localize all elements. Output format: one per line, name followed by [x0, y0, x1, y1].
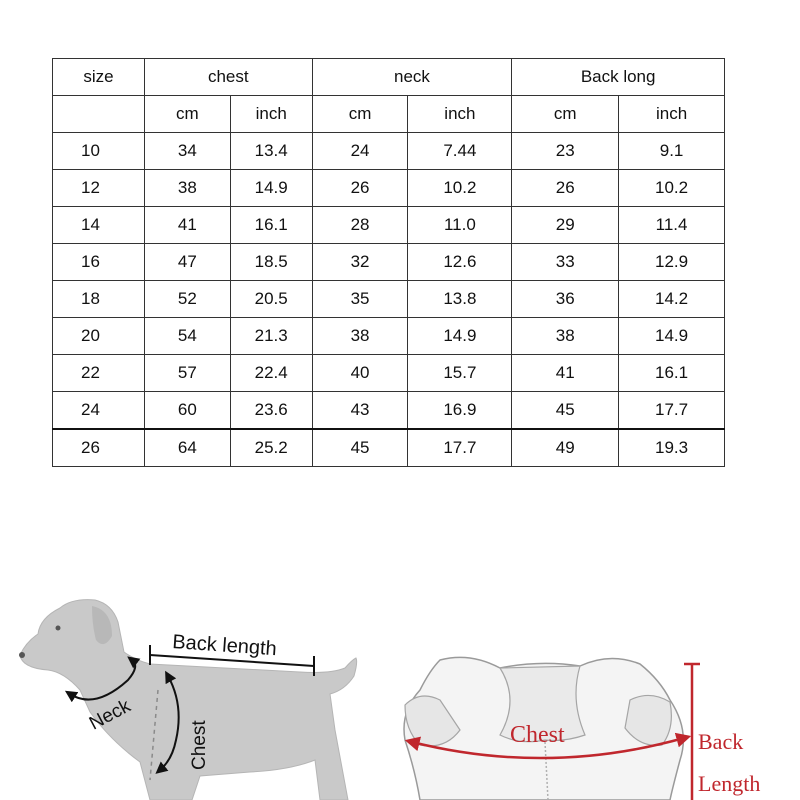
cell-chest-inch: 14.9 — [230, 170, 312, 207]
cell-size: 12 — [53, 170, 145, 207]
cell-back-inch: 12.9 — [619, 244, 725, 281]
cell-neck-inch: 16.9 — [408, 392, 512, 430]
coat-illustration — [404, 657, 760, 800]
table-row — [53, 207, 725, 244]
header-back-long: Back long — [512, 59, 725, 96]
cell-chest-inch: 16.1 — [230, 207, 312, 244]
dog-eye — [56, 626, 61, 631]
unit-back-inch: inch — [619, 96, 725, 133]
cell-size: 18 — [53, 281, 145, 318]
cell-back-inch: 11.4 — [619, 207, 725, 244]
header-size: size — [53, 59, 145, 96]
cell-neck-cm: 38 — [312, 318, 408, 355]
cell-neck-inch: 15.7 — [408, 355, 512, 392]
unit-chest-inch: inch — [230, 96, 312, 133]
cell-back-inch: 10.2 — [619, 170, 725, 207]
coat-length-label: Length — [698, 771, 761, 796]
cell-neck-cm: 28 — [312, 207, 408, 244]
cell-size: 22 — [53, 355, 145, 392]
cell-neck-inch: 7.44 — [408, 133, 512, 170]
table-row — [53, 170, 725, 207]
cell-neck-inch: 13.8 — [408, 281, 512, 318]
table-row — [53, 392, 725, 430]
cell-back-inch: 14.2 — [619, 281, 725, 318]
units-empty-cell — [53, 96, 145, 133]
table-row — [53, 244, 725, 281]
cell-neck-cm: 26 — [312, 170, 408, 207]
cell-back-inch: 9.1 — [619, 133, 725, 170]
cell-neck-cm: 45 — [312, 429, 408, 467]
cell-chest-inch: 13.4 — [230, 133, 312, 170]
cell-chest-inch: 20.5 — [230, 281, 312, 318]
size-table — [52, 58, 725, 467]
cell-size: 24 — [53, 392, 145, 430]
cell-neck-inch: 10.2 — [408, 170, 512, 207]
dog-illustration — [19, 600, 357, 800]
cell-back-cm: 49 — [512, 429, 619, 467]
table-row — [53, 355, 725, 392]
dog-chest-label: Chest — [189, 720, 210, 770]
cell-back-cm: 23 — [512, 133, 619, 170]
header-neck: neck — [312, 59, 512, 96]
back-length-label: Back length — [171, 630, 278, 661]
cell-chest-cm: 41 — [144, 207, 230, 244]
cell-neck-inch: 11.0 — [408, 207, 512, 244]
cell-chest-cm: 57 — [144, 355, 230, 392]
cell-chest-inch: 18.5 — [230, 244, 312, 281]
cell-chest-cm: 52 — [144, 281, 230, 318]
cell-chest-cm: 47 — [144, 244, 230, 281]
cell-back-inch: 17.7 — [619, 392, 725, 430]
cell-neck-cm: 43 — [312, 392, 408, 430]
table-row — [53, 133, 725, 170]
cell-back-inch: 19.3 — [619, 429, 725, 467]
cell-back-inch: 14.9 — [619, 318, 725, 355]
cell-back-cm: 29 — [512, 207, 619, 244]
unit-chest-cm: cm — [144, 96, 230, 133]
cell-size: 14 — [53, 207, 145, 244]
cell-chest-inch: 25.2 — [230, 429, 312, 467]
unit-neck-inch: inch — [408, 96, 512, 133]
cell-neck-inch: 17.7 — [408, 429, 512, 467]
cell-chest-cm: 60 — [144, 392, 230, 430]
cell-size: 20 — [53, 318, 145, 355]
cell-back-cm: 26 — [512, 170, 619, 207]
cell-back-cm: 38 — [512, 318, 619, 355]
cell-size: 26 — [53, 429, 145, 467]
cell-neck-inch: 12.6 — [408, 244, 512, 281]
cell-neck-inch: 14.9 — [408, 318, 512, 355]
cell-neck-cm: 35 — [312, 281, 408, 318]
cell-size: 10 — [53, 133, 145, 170]
header-chest: chest — [144, 59, 312, 96]
cell-chest-cm: 64 — [144, 429, 230, 467]
table-header-row — [53, 59, 725, 96]
cell-back-cm: 36 — [512, 281, 619, 318]
table-row — [53, 281, 725, 318]
cell-chest-cm: 54 — [144, 318, 230, 355]
cell-neck-cm: 32 — [312, 244, 408, 281]
coat-chest-label: Chest — [510, 722, 565, 748]
dog-nose — [19, 652, 25, 658]
table-units-row — [53, 96, 725, 133]
cell-chest-inch: 21.3 — [230, 318, 312, 355]
cell-back-cm: 41 — [512, 355, 619, 392]
table-row — [53, 318, 725, 355]
unit-back-cm: cm — [512, 96, 619, 133]
cell-back-cm: 33 — [512, 244, 619, 281]
neck-label: Neck — [85, 695, 135, 735]
cell-chest-inch: 22.4 — [230, 355, 312, 392]
unit-neck-cm: cm — [312, 96, 408, 133]
cell-neck-cm: 24 — [312, 133, 408, 170]
table-row — [53, 429, 725, 467]
cell-size: 16 — [53, 244, 145, 281]
cell-chest-cm: 34 — [144, 133, 230, 170]
coat-back-label: Back — [698, 729, 744, 754]
cell-back-inch: 16.1 — [619, 355, 725, 392]
measurement-illustrations — [0, 520, 800, 800]
cell-neck-cm: 40 — [312, 355, 408, 392]
size-table-body — [53, 59, 725, 467]
cell-chest-inch: 23.6 — [230, 392, 312, 430]
cell-chest-cm: 38 — [144, 170, 230, 207]
cell-back-cm: 45 — [512, 392, 619, 430]
